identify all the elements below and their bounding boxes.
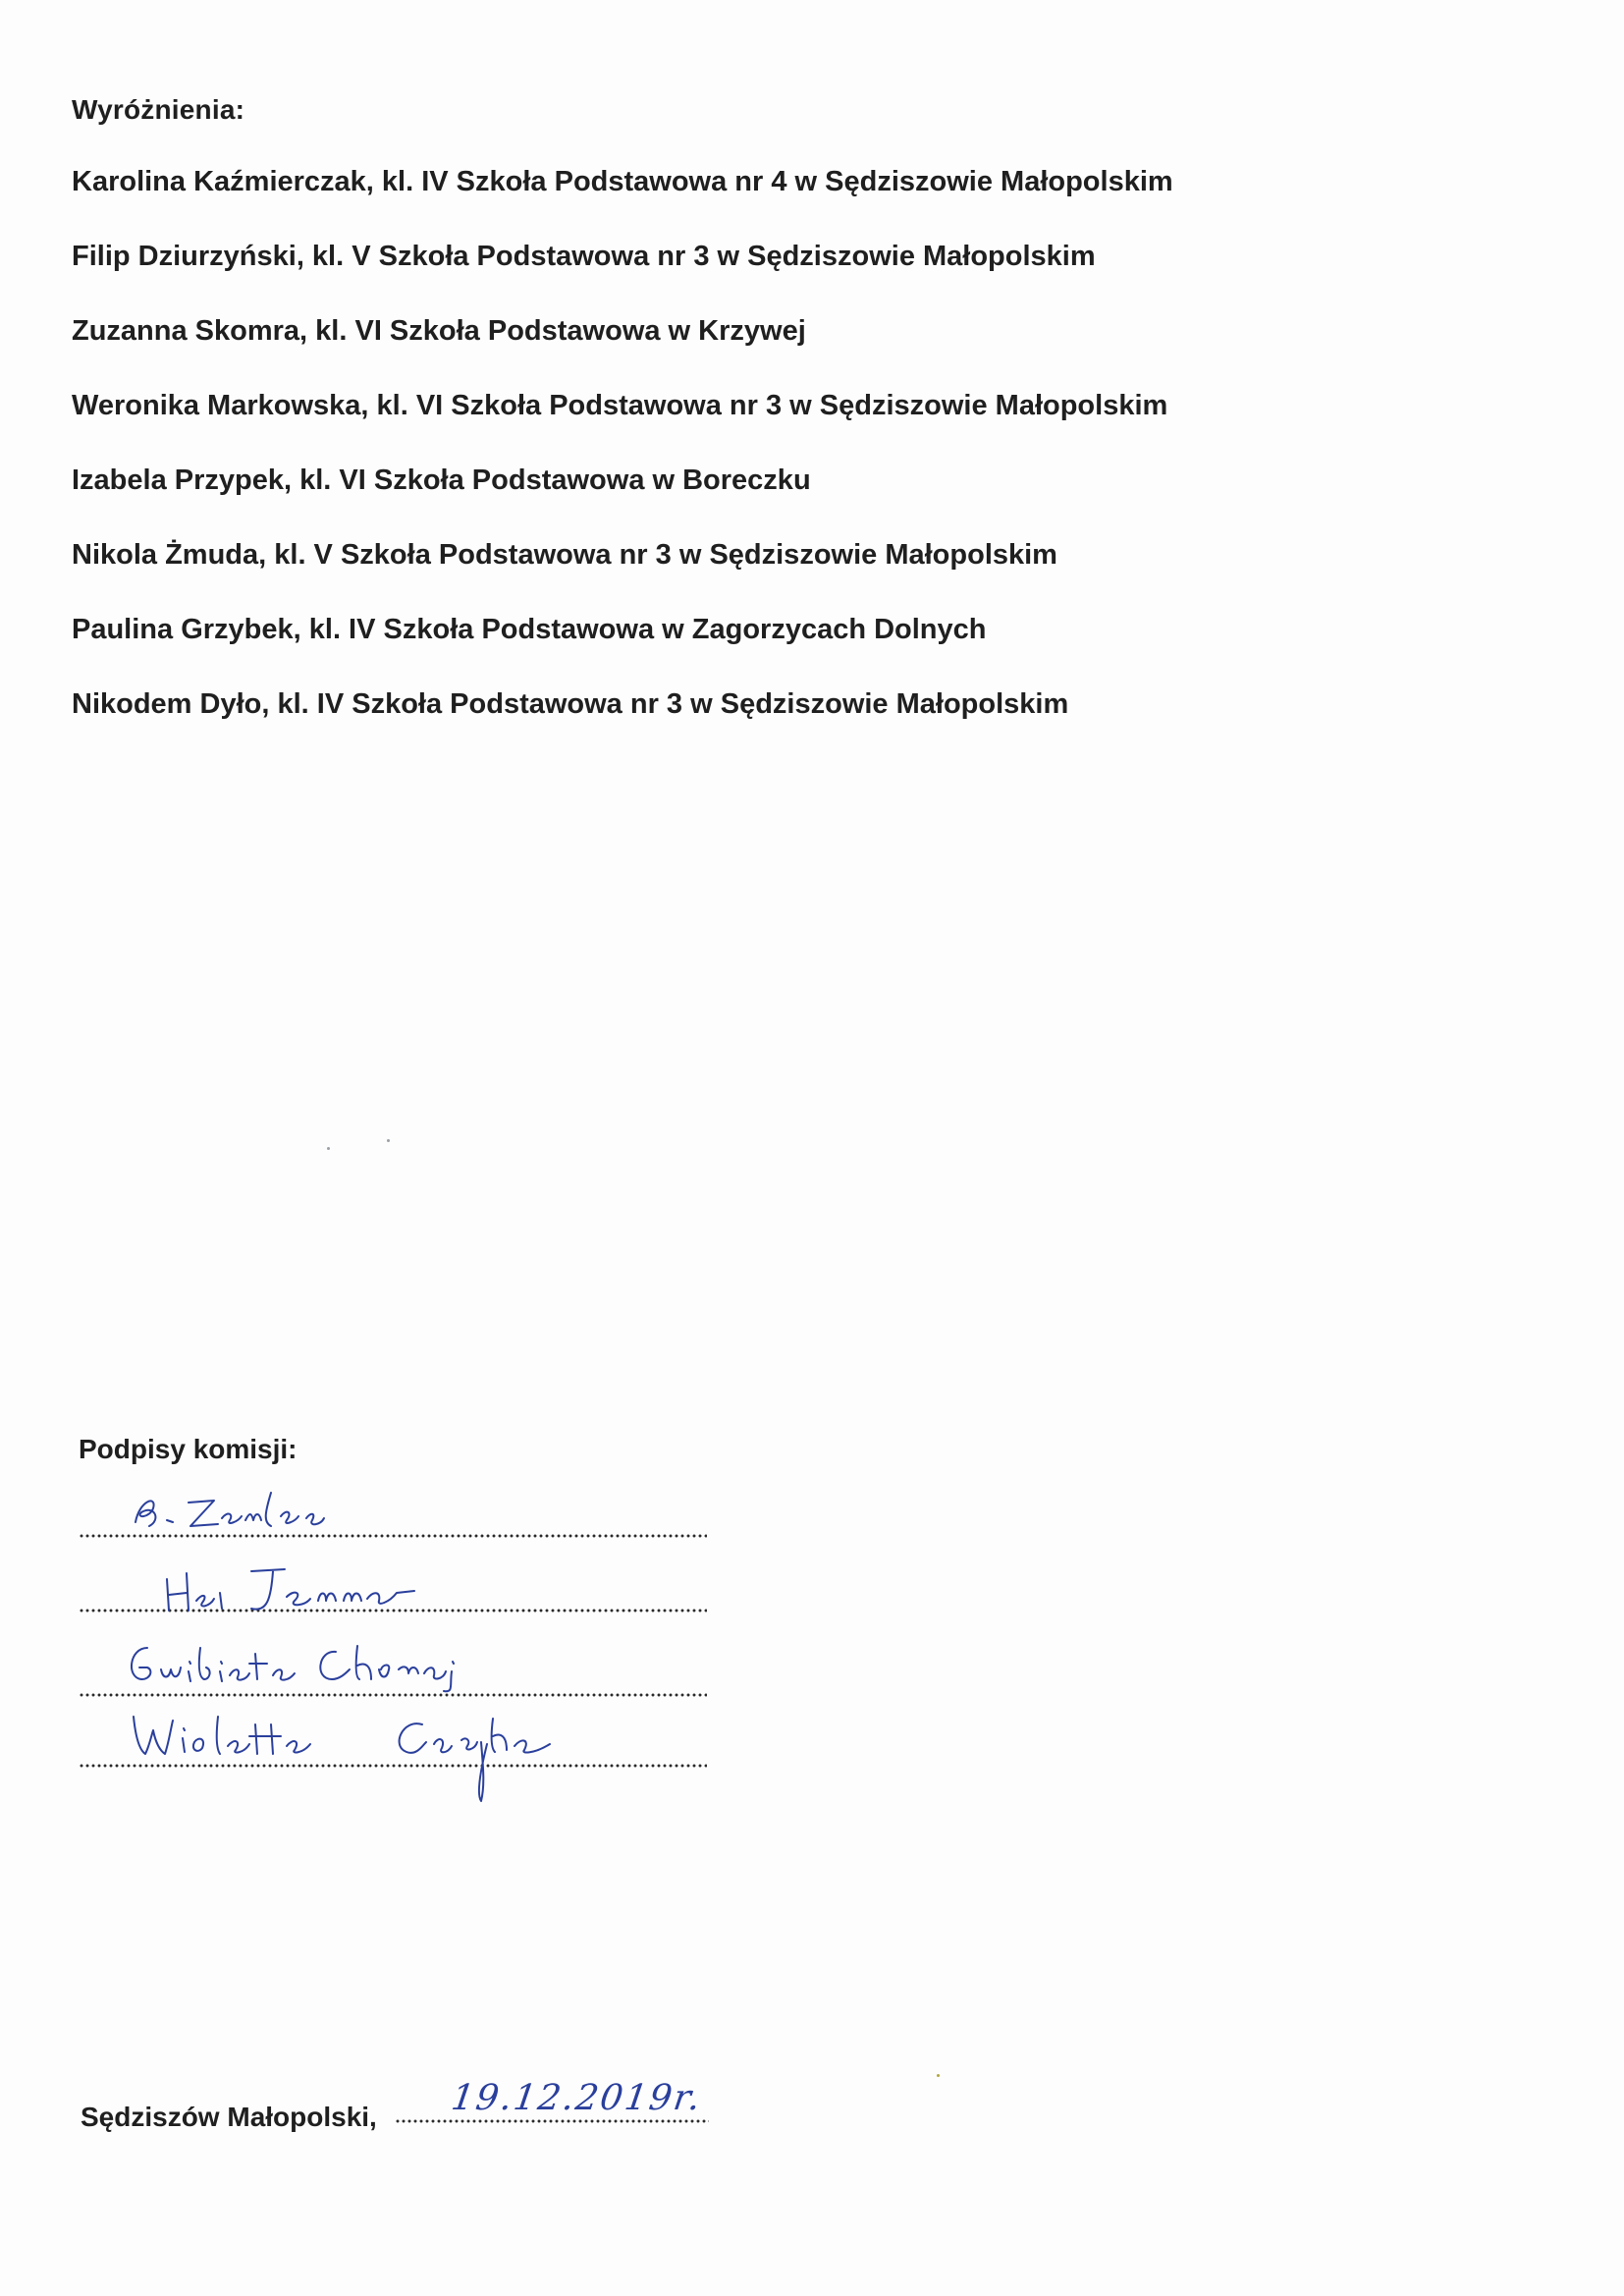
award-entry: Filip Dziurzyński, kl. V Szkoła Podstawowa nr 3 w Sędziszowie Małopolskim xyxy=(72,241,1096,272)
signature-4 xyxy=(128,1707,619,1815)
handwritten-date: 19.12.2019r. xyxy=(449,2078,705,2118)
scan-speck xyxy=(387,1139,390,1142)
award-entry: Zuzanna Skomra, kl. VI Szkoła Podstawowa w Krzywej xyxy=(72,315,806,347)
awards-list xyxy=(72,164,1173,761)
awards-heading: Wyróżnienia: xyxy=(72,94,245,125)
place-label: Sędziszów Małopolski, xyxy=(81,2102,377,2132)
scan-speck xyxy=(327,1147,330,1150)
signature-1 xyxy=(128,1483,344,1542)
signatures-heading: Podpisy komisji: xyxy=(79,1434,298,1464)
award-entry: Karolina Kaźmierczak, kl. IV Szkoła Podstawowa nr 4 w Sędziszowie Małopolskim xyxy=(72,166,1173,197)
scan-speck xyxy=(937,2074,940,2077)
award-entry: Weronika Markowska, kl. VI Szkoła Podstawowa nr 3 w Sędziszowie Małopolskim xyxy=(72,390,1168,421)
award-entry: Izabela Przypek, kl. VI Szkoła Podstawowa w Boreczku xyxy=(72,465,811,496)
award-entry: Nikodem Dyło, kl. IV Szkoła Podstawowa nr 3 w Sędziszowie Małopolskim xyxy=(72,688,1069,720)
award-entry: Nikola Żmuda, kl. V Szkoła Podstawowa nr 3 w Sędziszowie Małopolskim xyxy=(72,539,1057,571)
date-dotted-line xyxy=(395,2119,709,2123)
award-entry: Paulina Grzybek, kl. IV Szkoła Podstawowa w Zagorzycach Dolnych xyxy=(72,614,987,645)
signature-3 xyxy=(118,1634,530,1695)
signature-2 xyxy=(157,1559,432,1618)
